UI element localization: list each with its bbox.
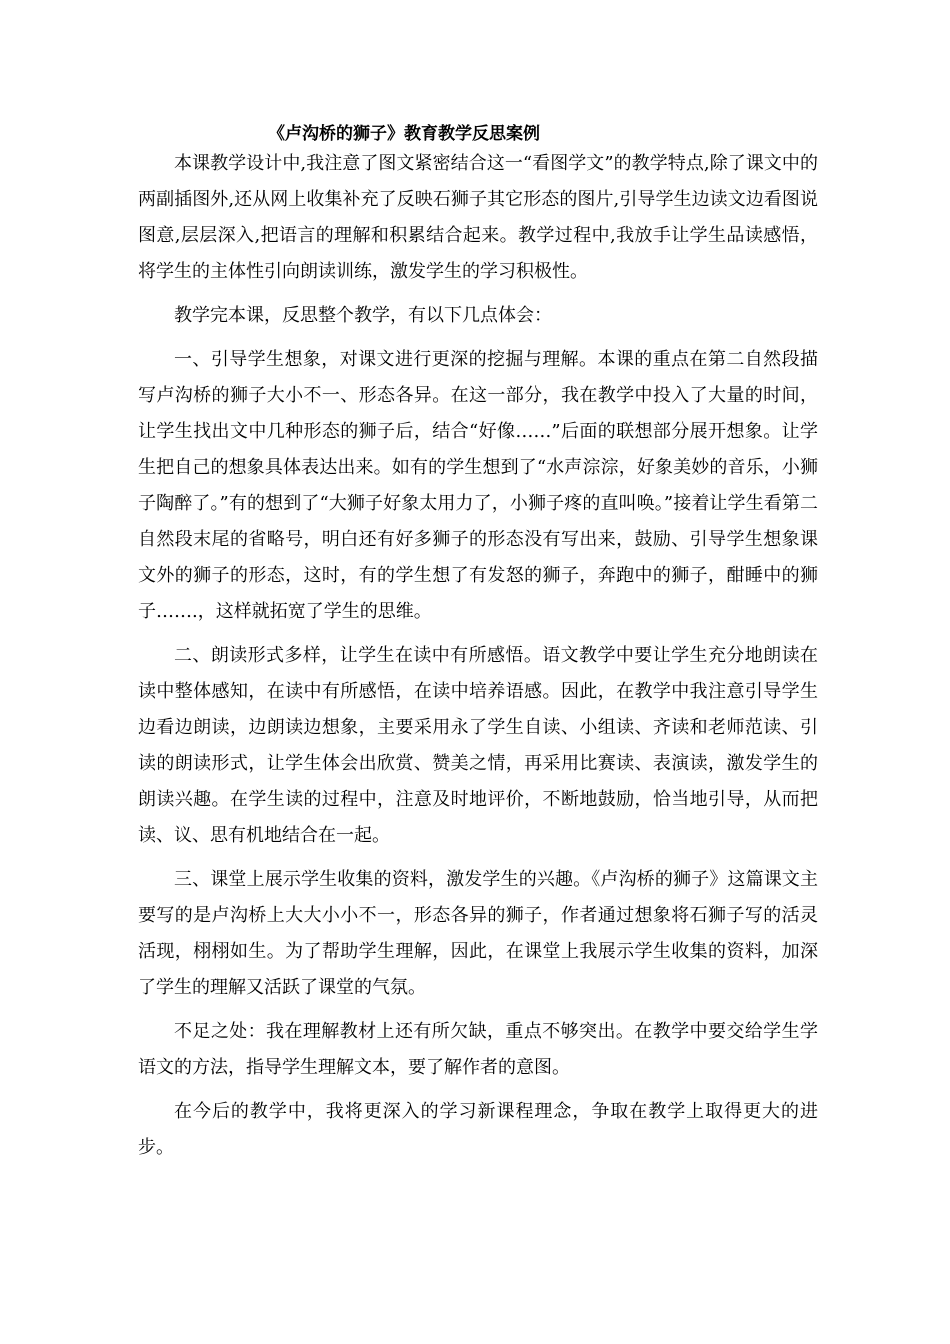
- paragraph-outlook: 在今后的教学中，我将更深入的学习新课程理念，争取在教学上取得更大的进步。: [138, 1101, 818, 1158]
- paragraph-point-one: 一、引导学生想象，对课文进行更深的挖掘与理解。本课的重点在第二自然段描写卢沟桥的狮子大小不一、形态各异。在这一部分，我在教学中投入了大量的时间，让学生找出文中几种形态的狮子后，结合“好像……”后面的联想部分展开想象。让学生把自己的想象具体表达出来。如有的学生想到了“水声淙淙，好象美妙的音乐，小狮子陶醉了。”有的想到了“大狮子好象太用力了，小狮子疼的直叫唤。”接着让学生看第二自然段末尾的省略号，明白还有好多狮子的形态没有写出来，鼓励、引导学生想象课文外的狮子的形态，这时，有的学生想了有发怒的狮子，奔跑中的狮子，酣睡中的狮子…….，这样就拓宽了学生的思维。: [138, 349, 818, 622]
- paragraph-point-three: 三、课堂上展示学生收集的资料，激发学生的兴趣。《卢沟桥的狮子》这篇课文主要写的是卢沟桥上大大小小不一，形态各异的狮子，作者通过想象将石狮子写的活灵活现，栩栩如生。为了帮助学生理解，因此，在课堂上我展示学生收集的资料，加深了学生的理解又活跃了课堂的气氛。: [138, 869, 818, 998]
- document-title: 《卢沟桥的狮子》教育教学反思案例: [268, 124, 540, 144]
- paragraph-summary: 教学完本课，反思整个教学，有以下几点体会：: [174, 305, 552, 326]
- paragraph-intro: 本课教学设计中,我注意了图文紧密结合这一“看图学文”的教学特点,除了课文中的两副插图外,还从网上收集补充了反映石狮子其它形态的图片,引导学生边读文边看图说图意,层层深入,把语言的理解和积累结合起来。教学过程中,我放手让学生品读感悟，将学生的主体性引向朗读训练，激发学生的学习积极性。: [138, 153, 818, 282]
- document-body: [138, 146, 818, 1166]
- paragraph-shortcomings: 不足之处：我在理解教材上还有所欠缺，重点不够突出。在教学中要交给学生学语文的方法，指导学生理解文本，要了解作者的意图。: [138, 1021, 818, 1078]
- paragraph-point-two: 二、朗读形式多样，让学生在读中有所感悟。语文教学中要让学生充分地朗读在读中整体感知，在读中有所感悟，在读中培养语感。因此，在教学中我注意引导学生边看边朗读，边朗读边想象，主要采用永了学生自读、小组读、齐读和老师范读、引读的朗读形式，让学生体会出欣赏、赞美之情，再采用比赛读、表演读，激发学生的朗读兴趣。在学生读的过程中，注意及时地评价，不断地鼓励，恰当地引导，从而把读、议、思有机地结合在一起。: [138, 645, 818, 846]
